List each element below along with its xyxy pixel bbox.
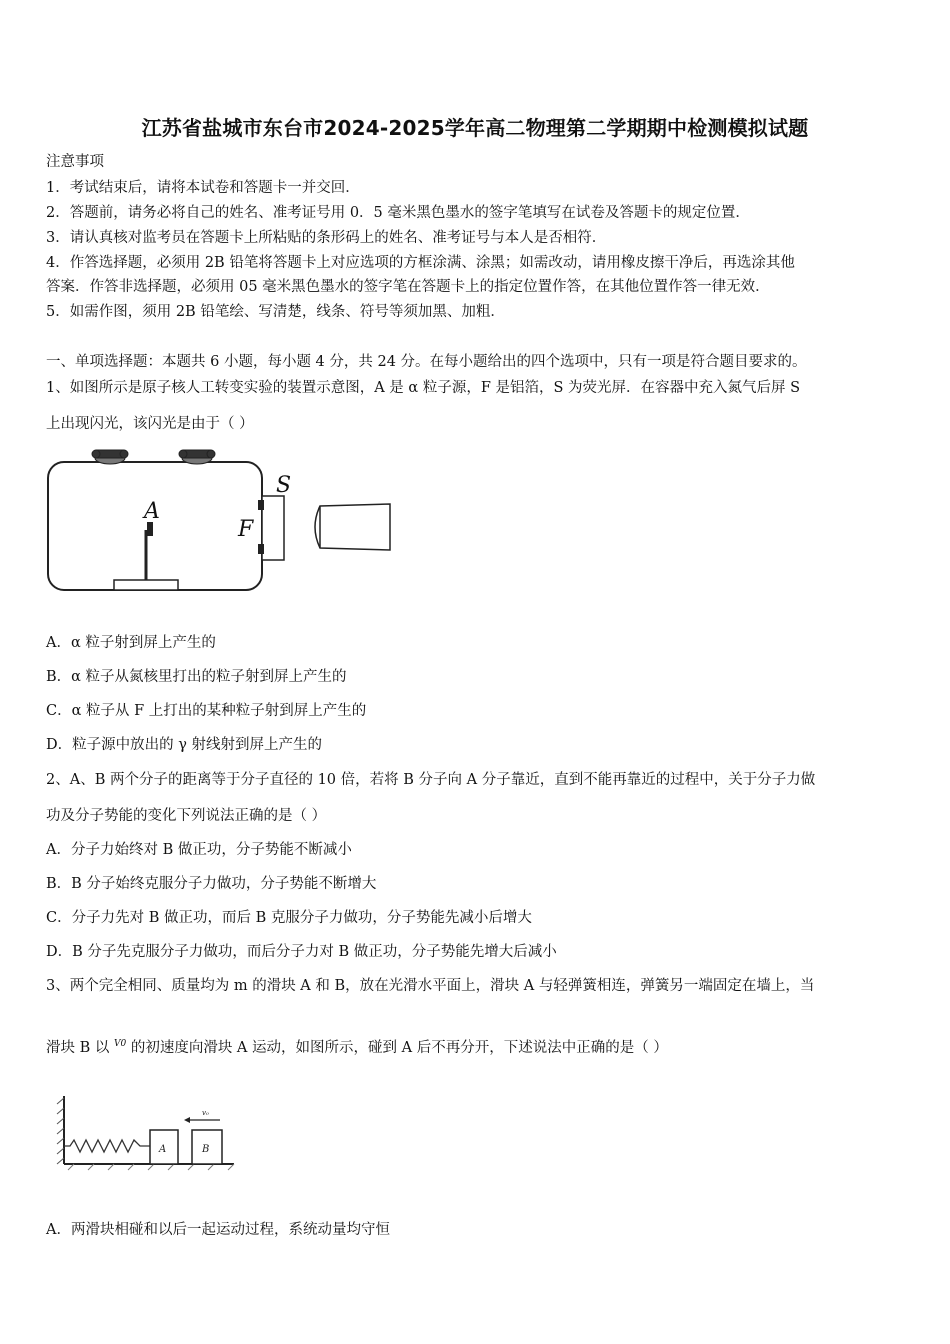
q1-option-c: C．α 粒子从 F 上打出的某种粒子射到屏上产生的 bbox=[46, 703, 367, 719]
q3-stem-line2 bbox=[46, 1036, 668, 1057]
q3-stem-line1: 3、两个完全相同、质量均为 m 的滑块 A 和 B，放在光滑水平面上，滑块 A 与轻弹簧相连，弹簧另一端固定在墙上，当 bbox=[46, 978, 815, 994]
q2-option-d: D．B 分子先克服分子力做功，而后分子力对 B 做正功，分子势能先增大后减小 bbox=[46, 944, 557, 960]
notice-item-1: 1．考试结束后，请将本试卷和答题卡一并交回． bbox=[46, 180, 360, 196]
microscope bbox=[315, 504, 390, 550]
source-base bbox=[114, 580, 178, 590]
notice-item-4-cont: 答案．作答非选择题，必须用 05 毫米黑色墨水的签字笔在答题卡上的指定位置作答，在其他位置作答一律无效． bbox=[46, 279, 770, 295]
section-heading: 一、单项选择题：本题共 6 小题，每小题 4 分，共 24 分。在每小题给出的四个选项中，只有一项是符合题目要求的。 bbox=[46, 354, 807, 370]
foil-clip-top bbox=[258, 500, 264, 510]
q2-stem-line2: 功及分子势能的变化下列说法正确的是（ ） bbox=[46, 808, 327, 824]
q1-option-b: B．α 粒子从氮核里打出的粒子射到屏上产生的 bbox=[46, 669, 347, 685]
q3-stem-line2-post: 的初速度向滑块 A 运动，如图所示，碰到 A 后不再分开，下述说法中正确的是（ ） bbox=[126, 1040, 668, 1056]
exam-title: 江苏省盐城市东台市2024-2025学年高二物理第二学期期中检测模拟试题 bbox=[141, 116, 809, 140]
velocity-label: v₀ bbox=[202, 1109, 209, 1117]
notice-heading: 注意事项 bbox=[46, 154, 104, 170]
q2-option-a: A．分子力始终对 B 做正功，分子势能不断减小 bbox=[46, 842, 352, 858]
notice-item-2: 2．答题前，请务必将自己的姓名、准考证号用 0．5 毫米黑色墨水的签字笔填写在试卷及答题卡的规定位置． bbox=[46, 205, 750, 221]
label-s: S bbox=[276, 473, 292, 498]
q3-stem-line2-pre: 滑块 B 以 bbox=[46, 1040, 114, 1056]
q1-stem-line2: 上出现闪光，该闪光是由于（ ） bbox=[46, 416, 254, 432]
block-a-label: A bbox=[159, 1144, 167, 1155]
notice-item-5: 5．如需作图，须用 2B 铅笔绘、写清楚，线条、符号等须加黑、加粗． bbox=[46, 304, 505, 320]
v0-symbol: V0 bbox=[113, 1039, 127, 1050]
q1-stem-line1: 1、如图所示是原子核人工转变实验的装置示意图，A 是 α 粒子源，F 是铝箔，S 为荧光屏．在容器中充入氮气后屏 S bbox=[46, 380, 801, 396]
foil-clip-bottom bbox=[258, 544, 264, 554]
q1-option-d: D．粒子源中放出的 γ 射线射到屏上产生的 bbox=[46, 737, 323, 753]
notice-item-3: 3．请认真核对监考员在答题卡上所粘贴的条形码上的姓名、准考证号与本人是否相符． bbox=[46, 230, 607, 246]
container-outline bbox=[48, 462, 262, 590]
source-head bbox=[147, 522, 153, 536]
q1-apparatus-figure bbox=[44, 442, 394, 598]
spring bbox=[64, 1140, 150, 1152]
notice-item-4: 4．作答选择题，必须用 2B 铅笔将答题卡上对应选项的方框涂满、涂黑；如需改动，请用橡皮擦干净后，再选涂其他 bbox=[46, 255, 795, 271]
q1-option-a: A．α 粒子射到屏上产生的 bbox=[46, 635, 216, 651]
q2-option-b: B．B 分子始终克服分子力做功，分子势能不断增大 bbox=[46, 876, 377, 892]
q3-option-a: A．两滑块相碰和以后一起运动过程，系统动量均守恒 bbox=[46, 1222, 390, 1238]
foil-frame bbox=[262, 496, 284, 560]
block-b-label: B bbox=[202, 1144, 210, 1155]
label-a: A bbox=[144, 499, 160, 524]
q3-spring-figure bbox=[54, 1090, 244, 1172]
q2-stem-line1: 2、A、B 两个分子的距离等于分子直径的 10 倍，若将 B 分子向 A 分子靠近，直到不能再靠近的过程中，关于分子力做 bbox=[46, 772, 816, 788]
label-f: F bbox=[238, 517, 254, 542]
q2-option-c: C．分子力先对 B 做正功，而后 B 克服分子力做功，分子势能先减小后增大 bbox=[46, 910, 532, 926]
